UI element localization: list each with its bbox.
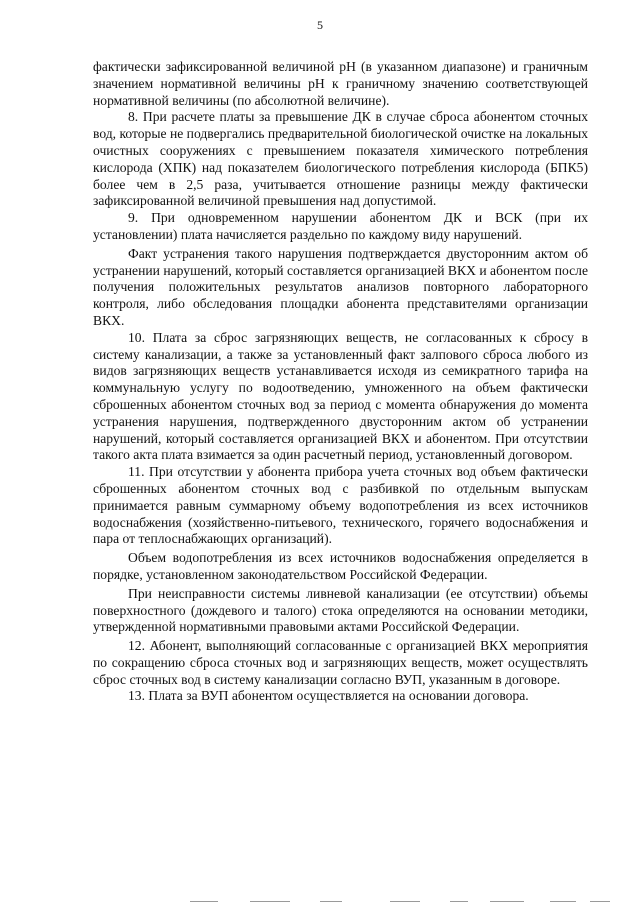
document-body <box>93 59 588 705</box>
paragraph-10: 10. Плата за сброс загрязняющих веществ, не согласованных к сбросу в систему канализации, а также за установленный факт залпового сброса любого из видов загрязняющих веществ устанавливается исходя из семикратного тарифа на коммунальную услугу по водоотведению, умноженного на объем фактически сброшенных абонентом сточных вод за период с момента обнаружения до момента устранения нарушения, подтвержденного двусторонним актом об устранении нарушений, который составляется организацией ВКХ и абонентом. При отсутствии такого акта плата взимается за один расчетный период, установленный договором. <box>93 329 588 463</box>
paragraph-12: 12. Абонент, выполняющий согласованные с организацией ВКХ мероприятия по сокращению сброса сточных вод и загрязняющих веществ, может осуществлять сброс сточных вод в систему канализации согласно ВУП, указанным в договоре. <box>93 638 588 687</box>
paragraph-11: 11. При отсутствии у абонента прибора учета сточных вод объем фактически сброшенных абонентом сточных вод с разбивкой по отдельным выпускам принимается равным суммарному объему водопотребления из всех источников водоснабжения (хозяйственно-питьевого, технического, горячего водоснабжения и пара от теплоснабжающих организаций). <box>93 464 588 547</box>
paragraph-continuation: фактически зафиксированной величиной pH (в указанном диапазоне) и граничным значением нормативной величины pH к граничному значению соответствующей нормативной величины (по абсолютной величине). <box>93 59 588 108</box>
scan-artifact-marks <box>190 897 620 905</box>
paragraph-9: 9. При одновременном нарушении абонентом ДК и ВСК (при их установлении) плата начисляется раздельно по каждому виду нарушений. <box>93 210 588 242</box>
paragraph-11-storm-sewer: При неисправности системы ливневой канализации (ее отсутствии) объемы поверхностного (дождевого и талого) стока определяются на основании методики, утвержденной нормативными правовыми актами Российской Федерации. <box>93 585 588 635</box>
paragraph-11-volume: Объем водопотребления из всех источников водоснабжения определяется в порядке, установленном законодательством Российской Федерации. <box>93 550 588 582</box>
paragraph-13: 13. Плата за ВУП абонентом осуществляется на основании договора. <box>128 688 529 704</box>
paragraph-9-fact: Факт устранения такого нарушения подтверждается двусторонним актом об устранении нарушений, который составляется организацией ВКХ и абонентом после получения положительных результатов анализов повторного лабораторного контроля, либо обследования площадки абонента представителями организации ВКХ. <box>93 245 588 328</box>
page-number: 5 <box>317 18 323 32</box>
paragraph-8: 8. При расчете платы за превышение ДК в случае сброса абонентом сточных вод, которые не подвергались предварительной биологической очистке на локальных очистных сооружениях с превышением показателя химического потребления кислорода (ХПК) над показателем биологического потребления кислорода (БПК5) более чем в 2,5 раза, учитывается отношение разницы между фактически зафиксированной величиной превышения над допустимой. <box>93 109 588 209</box>
